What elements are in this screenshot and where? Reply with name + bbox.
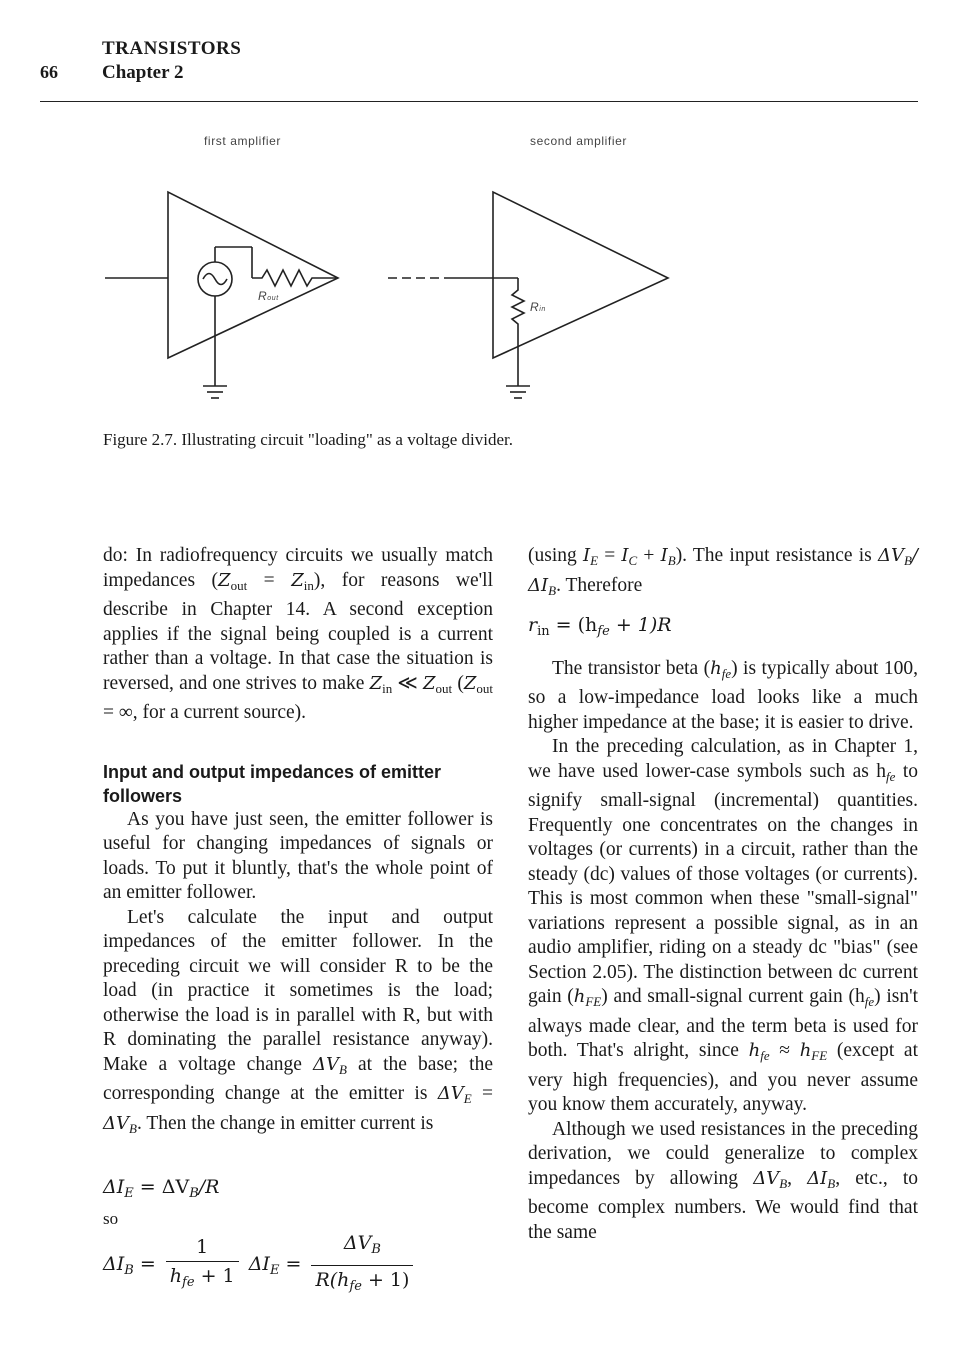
- paragraph: In the preceding calculation, as in Chapter 1, we have used lower-case symbols such as $h_{fe}$ to signify small-signal (incremental) quantities. Frequently one concentrates on the changes in voltages (or currents) in a circuit, rather than the steady (dc) values of those voltages (or currents). This is most common when these "small-signal" variations represent a possible signal, as in an audio amplifier, riding on a steady dc "bias" (see Section 2.05). The distinction between dc current gain $(h_{FE})$ and small-signal current gain $(h_{fe})$ isn't always made clear, and the term beta is used for both. That's alright, since $h_{fe} \approx h_{FE}$ (except at very high frequencies), and you never assume you know them accurately, anyway.: [528, 736, 919, 1115]
- label-rin: Rin: [530, 300, 546, 314]
- label-second-amplifier: second amplifier: [530, 134, 627, 148]
- second-amplifier-triangle: [493, 192, 668, 358]
- word-so: so: [103, 1208, 119, 1228]
- equation-delta-ie: $\Delta I_E = \Delta V_B/R$: [103, 1176, 220, 1201]
- paragraph: Let's calculate the input and output impedances of the emitter follower. In the preceding circuit we will consider R to be the load (in practice it sometimes is the load; otherwise the load is in parallel with R, but with R dominating the parallel resistance anyway). Make a voltage change $\Delta V_B$ at the base; the corresponding change at the emitter is $\Delta V_E = \Delta V_B$. Then the change in emitter current is: [103, 906, 493, 1136]
- input-resistor-icon: [512, 278, 524, 386]
- equation-delta-ib: $\Delta I_B$ = $\frac{1}{h_{fe} + 1}$ $\Delta I_E$ = $\frac{\Delta V_B}{R(h_{fe} + 1)}$: [103, 1231, 493, 1299]
- circuit-diagram: [100, 128, 700, 418]
- paragraph: Although we used resistances in the preceding derivation, we could generalize to complex impedances by allowing $\Delta V_B$, $\Delta I_B$, etc., to become complex numbers. We would find that the same: [528, 1118, 918, 1243]
- page-number: 66: [40, 62, 58, 82]
- figure-caption: Figure 2.7. Illustrating circuit "loading" as a voltage divider.: [103, 430, 513, 449]
- header-rule: [40, 101, 918, 102]
- label-rout: Rout: [258, 289, 279, 303]
- equation-rin: $r_{in} = (h_{fe} + 1)R$: [528, 614, 672, 639]
- section-heading: Input and output impedances of emitter followers: [103, 761, 442, 806]
- running-title: TRANSISTORS: [102, 38, 242, 59]
- paragraph: do: In radiofrequency circuits we usually match impedances $(Z_{out} = Z_{in})$, for reasons we'll describe in Chapter 14. A second exception applies if the signal being coupled is a current rather than a voltage. In that case the situation is reversed, and one strives to make $Z_{in}$ ≪ $Z_{out}$ ($Z_{out}$ = ∞, for a current source).: [103, 545, 493, 723]
- paragraph: (using $I_E = I_C + I_B$). The input resistance is $\Delta V_B/\Delta I_B$. Therefore: [528, 545, 918, 598]
- paragraph: The transistor beta $(h_{fe})$ is typically about 100, so a low-impedance load looks like a much higher impedance at the base; it is easier to drive.: [528, 657, 918, 733]
- label-first-amplifier: first amplifier: [204, 134, 282, 148]
- paragraph: As you have just seen, the emitter follower is useful for changing impedances of signals or loads. To put it bluntly, that's the whole point of an emitter follower.: [103, 808, 493, 903]
- right-column: [528, 544, 918, 1245]
- left-column: [103, 544, 493, 1299]
- figure-2-7: [100, 128, 700, 418]
- chapter-label: Chapter 2: [102, 62, 184, 83]
- first-amplifier-triangle: [168, 192, 338, 358]
